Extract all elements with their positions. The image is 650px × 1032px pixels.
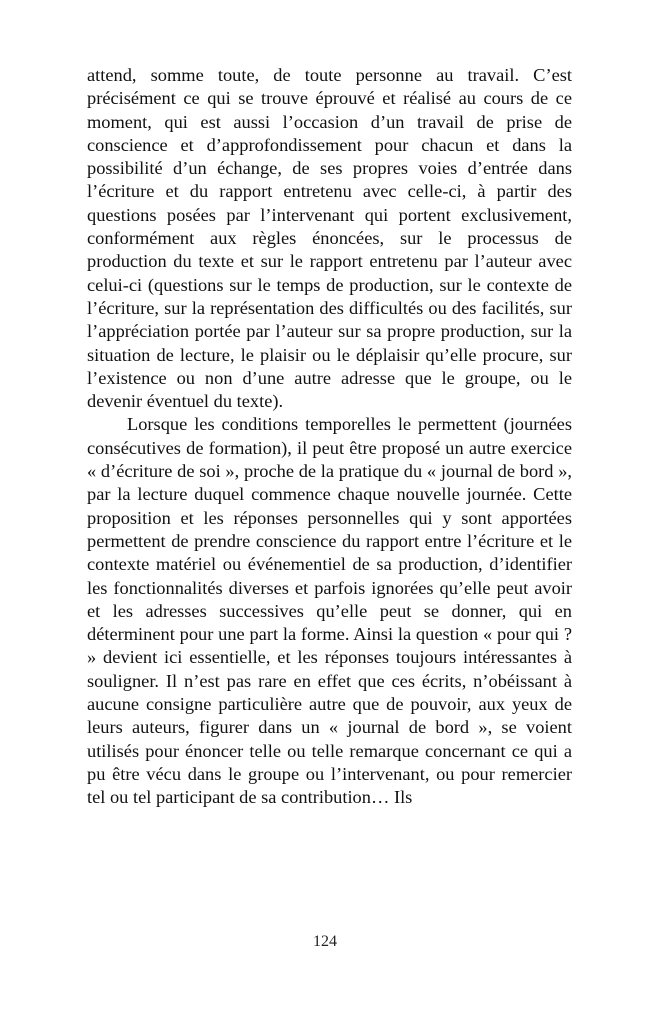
page-body xyxy=(87,64,572,810)
page-number: 124 xyxy=(313,933,337,950)
paragraph-continued: attend, somme toute, de toute personne au travail. C’est précisément ce qui se trouve éprouvé et réalisé au cours de ce moment, qui est aussi l’occasion d’un travail de prise de conscience et d’approfondissement pour chacun et dans la possibilité d’un échange, de ses propres voies d’entrée dans l’écriture et du rapport entretenu avec celle-ci, à partir des questions posées par l’intervenant qui portent exclusivement, conformément aux règles énoncées, sur le processus de production du texte et sur le rapport entretenu par l’auteur avec celui-ci (questions sur le temps de production, sur le contexte de l’écriture, sur la représentation des difficultés ou des facilités, sur l’appréciation portée par l’auteur sur sa propre production, sur la situation de lecture, le plaisir ou le déplaisir qu’elle procure, sur l’existence ou non d’une autre adresse que le groupe, ou le devenir éventuel du texte). xyxy=(87,65,572,412)
paragraph: Lorsque les conditions temporelles le permettent (journées consécutives de formation), il peut être proposé un autre exercice « d’écriture de soi », proche de la pratique du « journal de bord », par la lecture duquel commence chaque nouvelle journée. Cette proposition et les réponses personnelles qui y sont apportées permettent de prendre conscience du rapport entre l’écriture et le contexte matériel ou événementiel de sa production, d’identifier les fonctionnalités diverses et parfois ignorées qu’elle peut avoir et les adresses successives qu’elle peut se donner, qui en déterminent pour une part la forme. Ainsi la question « pour qui ? » devient ici essentielle, et les réponses toujours intéressantes à souligner. Il n’est pas rare en effet que ces écrits, n’obéissant à aucune consigne particulière autre que de pouvoir, aux yeux de leurs auteurs, figurer dans un « journal de bord », se voient utilisés pour énoncer telle ou telle remarque concernant ce qui a pu être vécu dans le groupe ou l’intervenant, ou pour remercier tel ou tel participant de sa contribution… Ils xyxy=(87,414,572,808)
